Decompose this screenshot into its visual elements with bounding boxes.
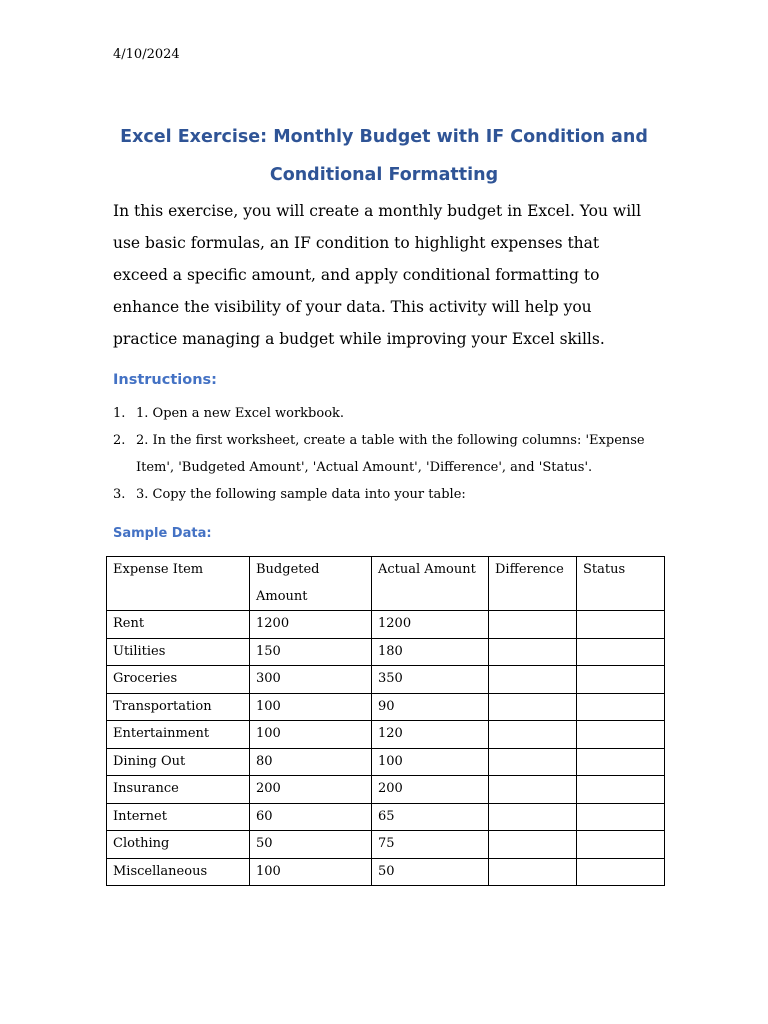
intro-paragraph: In this exercise, you will create a monthly budget in Excel. You will use basic formulas, an IF condition to highlight expenses that exceed a specific amount, and apply conditional formatting to enhance the visibility of your data. This activity will help you practice managing a budget while improving your Excel skills. (113, 202, 642, 348)
table-cell: Internet (107, 803, 250, 831)
table-row (107, 776, 665, 804)
table-cell (577, 831, 665, 859)
step-text: 2. In the first worksheet, create a table with the following columns: 'Expense Item', 'Budgeted Amount', 'Actual Amount', 'Difference', and 'Status'. (136, 433, 645, 475)
table-cell: Insurance (107, 776, 250, 804)
title-line-1: Excel Exercise: Monthly Budget with IF Condition and (120, 127, 648, 147)
step-number: 1. (113, 406, 126, 421)
table-cell: 150 (250, 638, 372, 666)
step-number: 2. (113, 433, 126, 448)
table-row (107, 858, 665, 886)
table-cell: 200 (250, 776, 372, 804)
title-line-2: Conditional Formatting (269, 165, 499, 185)
table-cell: 350 (372, 666, 489, 694)
column-header: Expense Item (107, 557, 250, 611)
table-cell (577, 776, 665, 804)
table-row (107, 638, 665, 666)
instruction-step (113, 400, 658, 427)
table-cell: Utilities (107, 638, 250, 666)
instruction-list (113, 400, 658, 508)
step-text: 3. Copy the following sample data into your table: (136, 487, 466, 502)
table-cell: 200 (372, 776, 489, 804)
table-header-row (107, 557, 665, 611)
table-row (107, 666, 665, 694)
column-header: Difference (489, 557, 577, 611)
sample-data-heading: Sample Data: (113, 526, 212, 541)
table-cell: Groceries (107, 666, 250, 694)
table-cell (577, 803, 665, 831)
table-cell: 65 (372, 803, 489, 831)
instruction-step (113, 427, 658, 481)
table-cell: Dining Out (107, 748, 250, 776)
table-cell (577, 666, 665, 694)
table-cell: Transportation (107, 693, 250, 721)
table-row (107, 693, 665, 721)
table-cell (489, 721, 577, 749)
table-cell: 100 (372, 748, 489, 776)
document-title (100, 118, 668, 194)
table-cell (577, 693, 665, 721)
table-cell (489, 638, 577, 666)
table-row (107, 803, 665, 831)
sample-data-table (106, 556, 665, 886)
table-cell (577, 638, 665, 666)
table-row (107, 611, 665, 639)
table-cell: 60 (250, 803, 372, 831)
table-cell (489, 776, 577, 804)
table-cell (577, 858, 665, 886)
table-cell: Clothing (107, 831, 250, 859)
table-cell: 50 (250, 831, 372, 859)
table-cell (489, 611, 577, 639)
table-cell (489, 858, 577, 886)
table-cell: 75 (372, 831, 489, 859)
table-cell (489, 803, 577, 831)
table-cell: 100 (250, 693, 372, 721)
table-cell (489, 748, 577, 776)
table-cell: 50 (372, 858, 489, 886)
table-cell: Rent (107, 611, 250, 639)
table-cell (489, 693, 577, 721)
table-cell: Entertainment (107, 721, 250, 749)
table-row (107, 721, 665, 749)
table-cell: 100 (250, 858, 372, 886)
table-cell (577, 721, 665, 749)
table-cell: 1200 (250, 611, 372, 639)
step-text: 1. Open a new Excel workbook. (136, 406, 345, 421)
column-header: Budgeted Amount (250, 557, 372, 611)
column-header: Actual Amount (372, 557, 489, 611)
table-cell: 300 (250, 666, 372, 694)
table-cell: 1200 (372, 611, 489, 639)
table-row (107, 748, 665, 776)
instructions-heading: Instructions: (113, 372, 217, 388)
instruction-step (113, 481, 658, 508)
table-cell (577, 748, 665, 776)
table-cell (489, 666, 577, 694)
document-date: 4/10/2024 (113, 47, 180, 62)
table-cell: 120 (372, 721, 489, 749)
table-cell: 100 (250, 721, 372, 749)
column-header: Status (577, 557, 665, 611)
table-cell (577, 611, 665, 639)
table-cell: 180 (372, 638, 489, 666)
table-cell (489, 831, 577, 859)
table-cell: Miscellaneous (107, 858, 250, 886)
table-cell: 90 (372, 693, 489, 721)
step-number: 3. (113, 487, 126, 502)
table-row (107, 831, 665, 859)
table-cell: 80 (250, 748, 372, 776)
